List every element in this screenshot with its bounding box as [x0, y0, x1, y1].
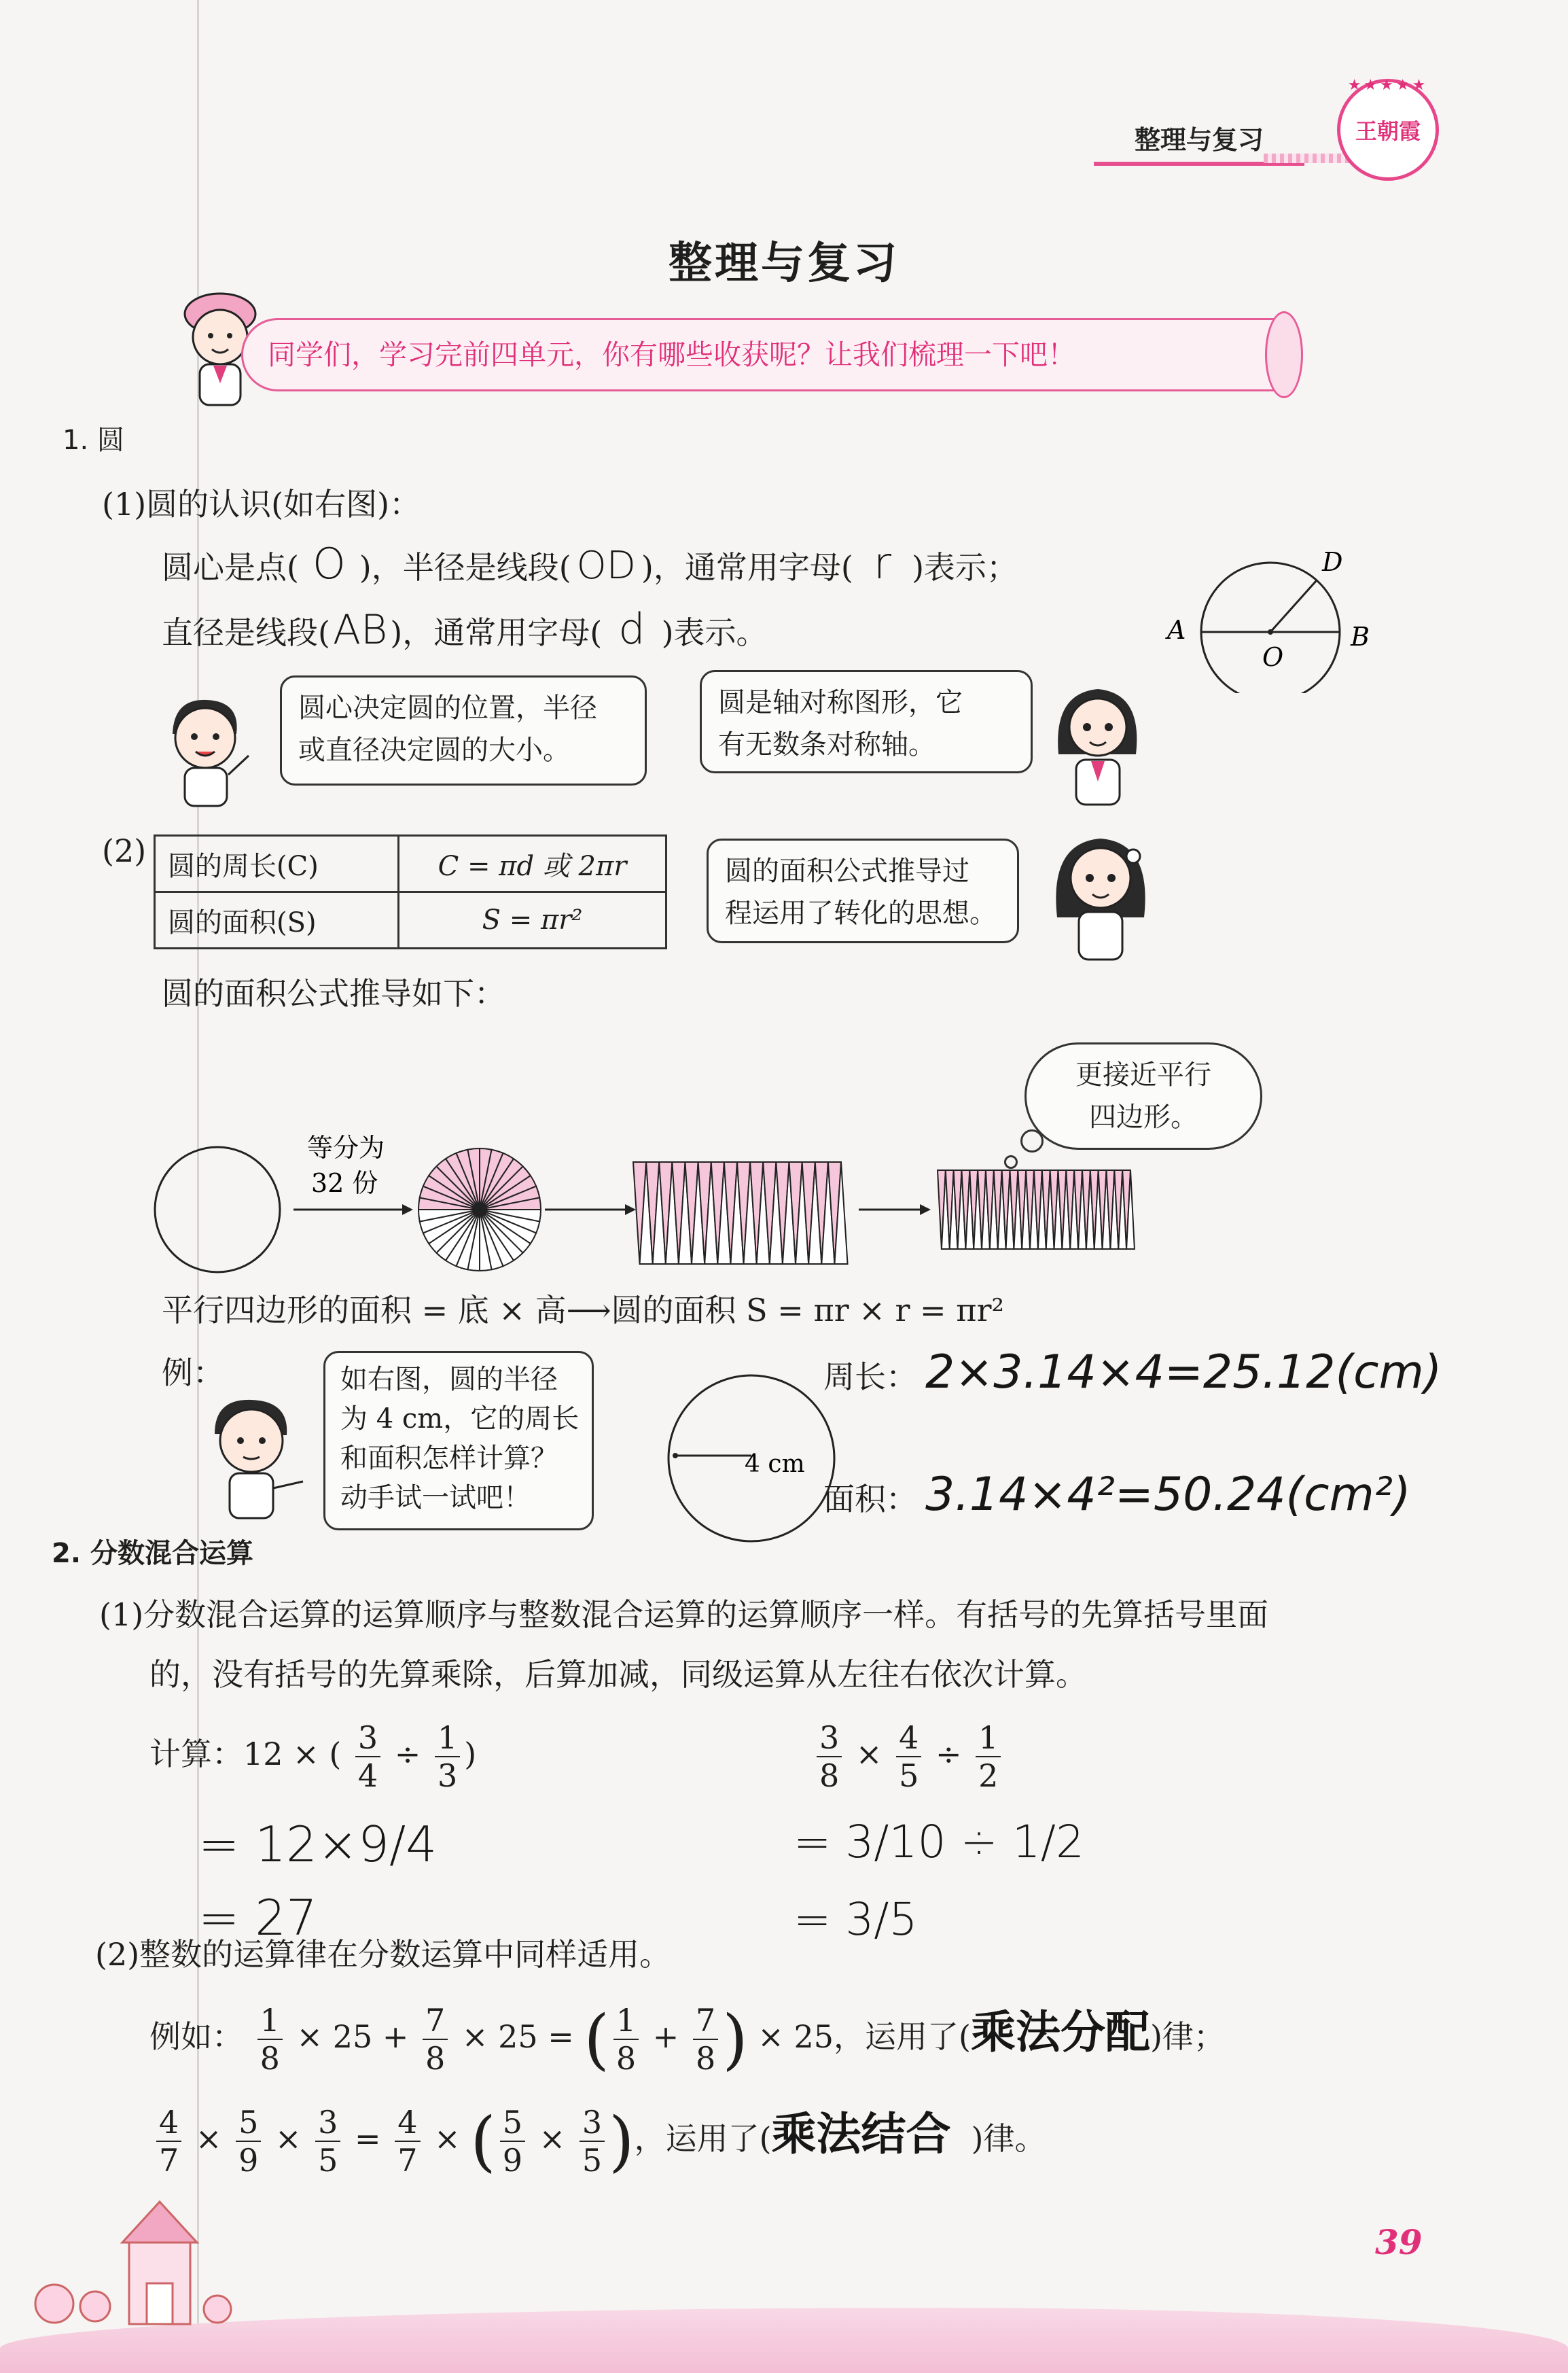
area-formula-derivation: 平行四边形的面积 = 底 × 高⟶圆的面积 S = πr × r = πr²	[162, 1292, 1004, 1329]
radius-label: 4 cm	[745, 1450, 805, 1478]
arrow-label-2: 32 份	[311, 1168, 378, 1198]
calc-expression-2: $\frac{3}{8}$ × $\frac{4}{5}$ ÷ $\frac{1}{2}$	[813, 1722, 1005, 1791]
table-cell: S = πr²	[399, 892, 666, 949]
table-row	[155, 836, 666, 892]
example-label: 例：	[162, 1354, 224, 1391]
boy-character-2	[194, 1393, 310, 1522]
table-row	[155, 892, 666, 949]
calc2-step1: = 3/10 ÷ 1/2	[794, 1816, 1084, 1868]
speech-bubble-girl-1: 圆是轴对称图形，它 有无数条对称轴。	[700, 670, 1033, 773]
calc-expression-1: 计算：12 × ( $\frac{3}{4}$ ÷ $\frac{1}{3}$ )	[149, 1719, 477, 1794]
s1-p2-label: (2)	[102, 832, 147, 869]
plain-circle	[155, 1147, 280, 1272]
girl-character-2	[1046, 829, 1155, 965]
calc1-step1: = 12×9/4	[198, 1816, 438, 1873]
area-answer: 3.14×4²=50.24(cm²)	[925, 1468, 1411, 1522]
label-O: O	[1262, 642, 1284, 672]
table-cell: 圆的周长(C)	[155, 836, 399, 892]
law-example-2: $\frac{4}{7}$ × $\frac{5}{9}$ × $\frac{3}{5}$ = $\frac{4}{7}$ × ( $\frac{5}{9}$ × $\frac{3}{5}$ )，运用了(乘法结合 )律。	[152, 2107, 1046, 2176]
section-2-heading: 2. 分数混合运算	[52, 1538, 253, 1569]
banner-scroll-end	[1265, 311, 1303, 398]
brand-logo: ★★★★★ 王朝霞	[1337, 79, 1439, 181]
derivation-title: 圆的面积公式推导如下：	[162, 975, 505, 1012]
answer-r: r	[873, 539, 892, 589]
answer-radius: OD	[576, 544, 636, 588]
s2-p1-line1: (1)分数混合运算的运算顺序与整数混合运算的运算顺序一样。有括号的先算括号里面	[99, 1596, 1269, 1633]
calc-label: 计算：	[149, 1736, 243, 1772]
arrow-label-1: 等分为	[307, 1133, 385, 1163]
table-cell: 圆的面积(S)	[155, 892, 399, 949]
speech-bubble-boy-2: 如右图，圆的半径 为 4 cm，它的周长 和面积怎样计算？ 动手试一试吧！	[323, 1351, 594, 1530]
perimeter-label: 周长：	[823, 1358, 917, 1395]
s1-line2: 直径是线段(AB)，通常用字母( d )表示。	[162, 604, 768, 654]
divided-circle	[418, 1148, 541, 1271]
answer-center: O	[312, 539, 346, 588]
logo-text: 王朝霞	[1355, 118, 1421, 144]
perimeter-answer: 2×3.14×4=25.12(cm)	[925, 1346, 1442, 1399]
label-B: B	[1351, 622, 1370, 652]
thought-bubble: 更接近平行 四边形。	[1024, 1042, 1262, 1150]
girl-character-1	[1046, 680, 1148, 809]
calc1-step2: = 27	[198, 1889, 317, 1946]
speech-bubble-girl-2: 圆的面积公式推导过 程运用了转化的思想。	[707, 839, 1019, 943]
label-A: A	[1167, 615, 1186, 645]
law-answer-1: 乘法分配	[970, 2006, 1150, 2058]
table-cell: C = πd 或 2πr	[399, 836, 666, 892]
page-title: 整理与复习	[669, 239, 899, 289]
speech-bubble-boy: 圆心决定圆的位置，半径 或直径决定圆的大小。	[280, 675, 647, 786]
boy-character	[154, 693, 255, 809]
area-label: 面积：	[823, 1481, 917, 1517]
banner-scroll	[241, 318, 1291, 391]
header-tab: 整理与复习	[1094, 120, 1304, 166]
label-D: D	[1322, 547, 1343, 577]
page-number: 39	[1375, 2222, 1423, 2262]
near-parallelogram	[938, 1170, 1135, 1249]
example-circle	[663, 1370, 840, 1547]
s1-line1: 圆心是点( O )，半径是线段( OD )，通常用字母( r )表示；	[162, 539, 1018, 589]
s2-p2: (2)整数的运算律在分数运算中同样适用。	[95, 1936, 671, 1973]
s1-p1-label: (1)圆的认识(如右图)：	[102, 486, 421, 523]
rearranged-shape	[633, 1162, 848, 1264]
castle-illustration	[14, 2195, 245, 2331]
law-answer-2: 乘法结合	[771, 2108, 951, 2160]
derivation-diagram	[149, 1121, 1196, 1284]
answer-d: d	[618, 604, 645, 654]
s2-p1-line2: 的，没有括号的先算乘除，后算加减，同级运算从左往右依次计算。	[149, 1656, 1087, 1693]
answer-diameter: AB	[332, 606, 388, 654]
circle-formula-table	[154, 834, 667, 949]
law-example-1: 例如： $\frac{1}{8}$ × 25 + $\frac{7}{8}$ × 25 = ( $\frac{1}{8}$ + $\frac{7}{8}$ ) × 25，运用了(乘法分配)律；	[149, 2001, 1225, 2077]
calc2-step2: = 3/5	[794, 1893, 918, 1946]
section-1-heading: 1. 圆	[63, 425, 124, 456]
circle-diagram	[1155, 544, 1379, 693]
banner-text: 同学们，学习完前四单元，你有哪些收获呢？让我们梳理一下吧！	[268, 338, 1075, 371]
